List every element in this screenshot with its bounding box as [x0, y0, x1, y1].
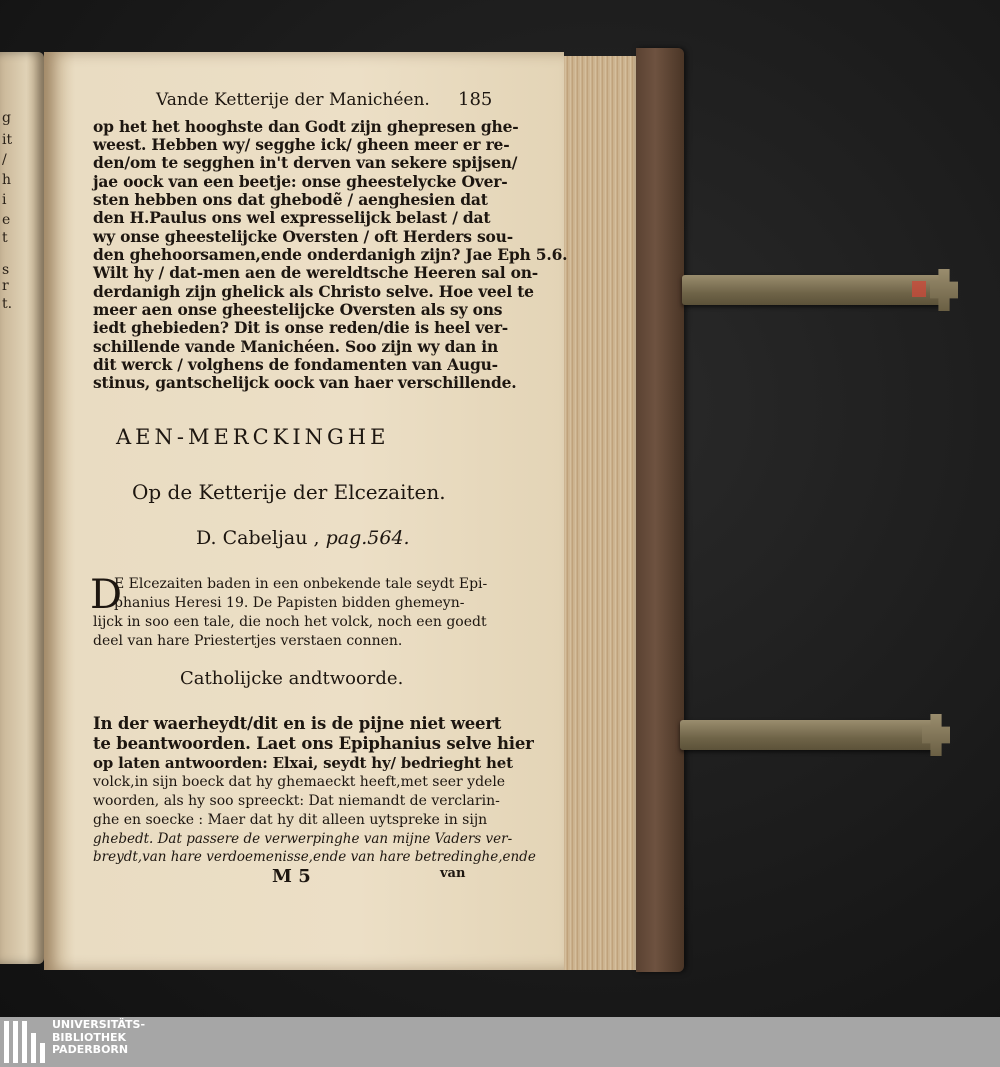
- running-head: Vande Ketterije der Manichéen.: [156, 90, 430, 110]
- left-edge-char: s: [2, 262, 10, 278]
- reply-line: breydt,van hare verdoemenisse,ende van hare betredinghe,ende: [93, 849, 536, 865]
- book-cover: [636, 48, 684, 972]
- reference-author: D. Cabeljau ,: [196, 527, 320, 549]
- left-edge-char: e: [2, 212, 11, 228]
- body-line: stinus, gantschelijck oock van haer verschillende.: [93, 373, 517, 392]
- left-edge-char: t: [2, 230, 8, 246]
- body-line: dit werck / volghens de fondamenten van Augu-: [93, 355, 498, 374]
- library-logo-text: [52, 1019, 145, 1057]
- drop-cap: D: [90, 572, 123, 618]
- signature-mark: M 5: [272, 866, 311, 887]
- body-line: sten hebben ons dat ghebodẽ / aenghesien dat: [93, 190, 488, 209]
- left-edge-char: t.: [2, 296, 13, 312]
- body-line: meer aen onse gheestelijcke Oversten als sy ons: [93, 300, 503, 319]
- footer-bar: [0, 1017, 1000, 1067]
- page-number: 185: [458, 89, 493, 110]
- body-line: den/om te segghen in't derven van sekere spijsen/: [93, 153, 518, 172]
- reply-line: ghe en soecke : Maer dat hy dit alleen uytspreke in sijn: [93, 812, 488, 828]
- body-line: weest. Hebben wy/ segghe ick/ gheen meer er re-: [93, 135, 510, 154]
- reply-line: ghebedt. Dat passere de verwerpinghe van mijne Vaders ver-: [93, 831, 513, 847]
- left-edge-char: r: [2, 278, 9, 294]
- body-line: wy onse gheestelijcke Oversten / oft Herders sou-: [93, 227, 513, 246]
- body-line: den ghehoorsamen,ende onderdanigh zijn? Jae Eph 5.6.: [93, 245, 568, 264]
- catchword: van: [440, 866, 466, 881]
- body-line: op het het hooghste dan Godt zijn ghepresen ghe-: [93, 117, 519, 136]
- red-mark: [912, 281, 926, 297]
- reply-line: op laten antwoorden: Elxai, seydt hy/ bedrieght het: [93, 754, 513, 772]
- reference-page: pag.564.: [325, 527, 410, 549]
- library-logo-icon: [4, 1021, 44, 1063]
- logo-line: UNIVERSITÄTS-: [52, 1018, 146, 1031]
- paragraph-line: deel van hare Priestertjes verstaen connen.: [93, 633, 403, 649]
- body-line: jae oock van een beetje: onse gheestelycke Over-: [93, 172, 508, 191]
- reply-line: te beantwoorden. Laet ons Epiphanius selve hier: [93, 734, 534, 753]
- left-edge-char: i: [2, 192, 7, 208]
- reference-line: [196, 527, 410, 549]
- paragraph-line: phanius Heresi 19. De Papisten bidden ghemeyn-: [114, 595, 465, 611]
- left-edge-char: /: [2, 152, 7, 168]
- reply-heading: Catholijcke andtwoorde.: [180, 668, 404, 689]
- body-line: schillende vande Manichéen. Soo zijn wy dan in: [93, 337, 499, 356]
- book-clasp-top: [682, 275, 944, 305]
- left-page-edge: [0, 52, 44, 964]
- body-line: derdanigh zijn ghelick als Christo selve. Hoe veel te: [93, 282, 534, 301]
- left-edge-char: h: [2, 172, 12, 188]
- body-line: Wilt hy / dat-men aen de wereldtsche Heeren sal on-: [93, 263, 539, 282]
- reply-line: In der waerheydt/dit en is de pijne niet weert: [93, 714, 502, 733]
- logo-line: BIBLIOTHEK: [52, 1030, 127, 1044]
- page-fore-edge: [564, 56, 644, 970]
- reply-line: volck,in sijn boeck dat hy ghemaeckt heeft,met seer ydele: [93, 774, 506, 790]
- section-subheading: Op de Ketterije der Elcezaiten.: [132, 480, 446, 504]
- left-edge-char: g: [2, 110, 11, 126]
- paragraph-line: lijck in soo een tale, die noch het volck, noch een goedt: [93, 614, 487, 630]
- logo-line: PADERBORN: [52, 1043, 129, 1056]
- section-heading: AEN-MERCKINGHE: [116, 425, 390, 449]
- paragraph-line: E Elcezaiten baden in een onbekende tale seydt Epi-: [114, 576, 488, 592]
- body-line: iedt ghebieden? Dit is onse reden/die is heel ver-: [93, 318, 509, 337]
- book-clasp-bottom: [680, 720, 936, 750]
- body-line: den H.Paulus ons wel expresselijck belast / dat: [93, 208, 491, 227]
- reply-line: woorden, als hy soo spreeckt: Dat niemandt de verclarin-: [93, 793, 500, 809]
- left-edge-char: it: [2, 132, 13, 148]
